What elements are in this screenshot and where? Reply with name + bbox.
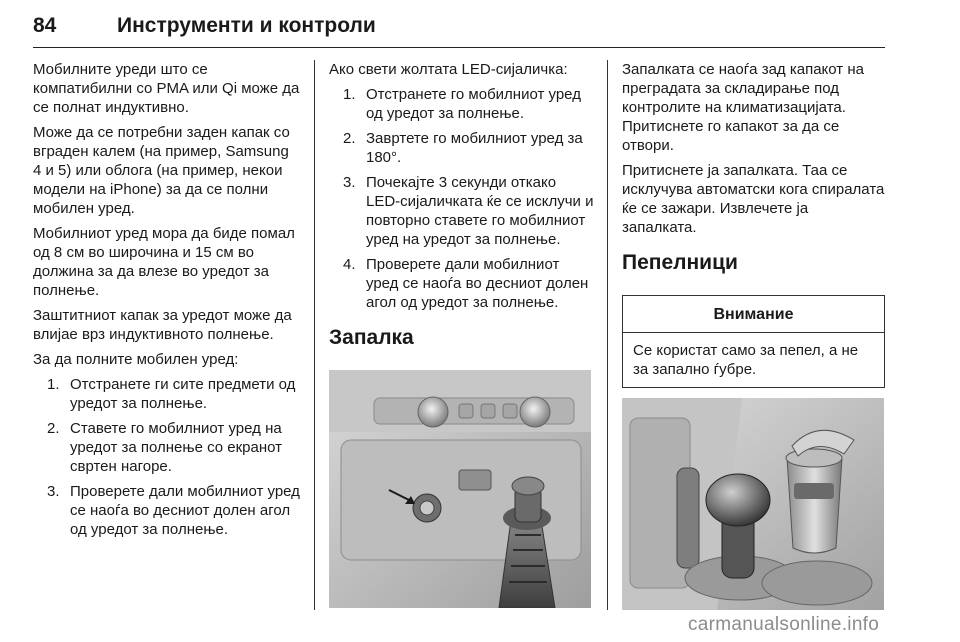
steps-list: [329, 85, 594, 312]
list-item: 3. Почекајте 3 секунди откако LED-сијаличката ќе се исклучи и повторно ставете го мобилниот уред на уредот за полнење.: [343, 174, 594, 248]
paragraph: Заштитниот капак за уредот може да влијае врз индуктивното полнење.: [33, 307, 292, 343]
list-item: 3. Проверете дали мобилниот уред се наоѓа во десниот долен агол од уредот за полнење.: [47, 483, 300, 538]
notice-box: [622, 295, 885, 388]
ashtray-illustration: [622, 398, 884, 610]
column-divider: [314, 60, 315, 610]
steps-list: [33, 375, 301, 539]
list-item: 2. Завртете го мобилниот уред за 180°.: [343, 130, 583, 166]
paragraph: Запалката се наоѓа зад капакот на преградата за складирање под контролите на климатизацијата. Притиснете го капакот за да се отвори.: [622, 61, 864, 154]
column-middle: [329, 60, 594, 608]
list-item: 1. Отстранете го мобилниот уред од уредот за полнење.: [343, 86, 581, 122]
paragraph: За да полните мобилен уред:: [33, 351, 239, 368]
lighter-illustration: [329, 370, 591, 608]
paragraph: Може да се потребни заден капак со вграден калем (на пример, Samsung 4 и 5) или облога (на пример, некои модели на iPhone) за да се полни мобилен уред.: [33, 124, 290, 217]
page-number: 84: [33, 14, 57, 37]
list-item: 2. Ставете го мобилниот уред на уредот за полнење со екранот свртен нагоре.: [47, 420, 283, 475]
section-heading-lighter: Запалка: [329, 326, 414, 349]
column-left: [33, 60, 301, 545]
chapter-title: Инструменти и контроли: [117, 14, 376, 37]
paragraph: Ако свети жолтата LED-сијаличка:: [329, 61, 568, 78]
column-divider: [607, 60, 608, 610]
section-heading-ashtrays: Пепелници: [622, 251, 738, 274]
list-item: 4. Проверете дали мобилниот уред се наоѓа во десниот долен агол од уредот за полнење.: [343, 256, 589, 311]
paragraph: Мобилниот уред мора да биде помал од 8 см во широчина и 15 см во должина за да влезе во уредот за полнење.: [33, 225, 295, 299]
notice-title: Внимание: [623, 296, 884, 333]
header-rule: [33, 47, 885, 48]
list-item: 1. Отстранете ги сите предмети од уредот за полнење.: [47, 376, 296, 412]
paragraph: Притиснете ја запалката. Таа се исклучува автоматски кога спиралата ќе се зажари. Извлечете ја запалката.: [622, 162, 885, 236]
column-right: [622, 60, 885, 610]
notice-text: Се користат само за пепел, а не за запално ѓубре.: [633, 342, 859, 378]
paragraph: Мобилните уреди што се компатибилни со PMA или Qi може да се полнат индуктивно.: [33, 61, 300, 116]
page-header: [33, 14, 893, 54]
watermark: carmanualsonline.info: [688, 614, 880, 635]
